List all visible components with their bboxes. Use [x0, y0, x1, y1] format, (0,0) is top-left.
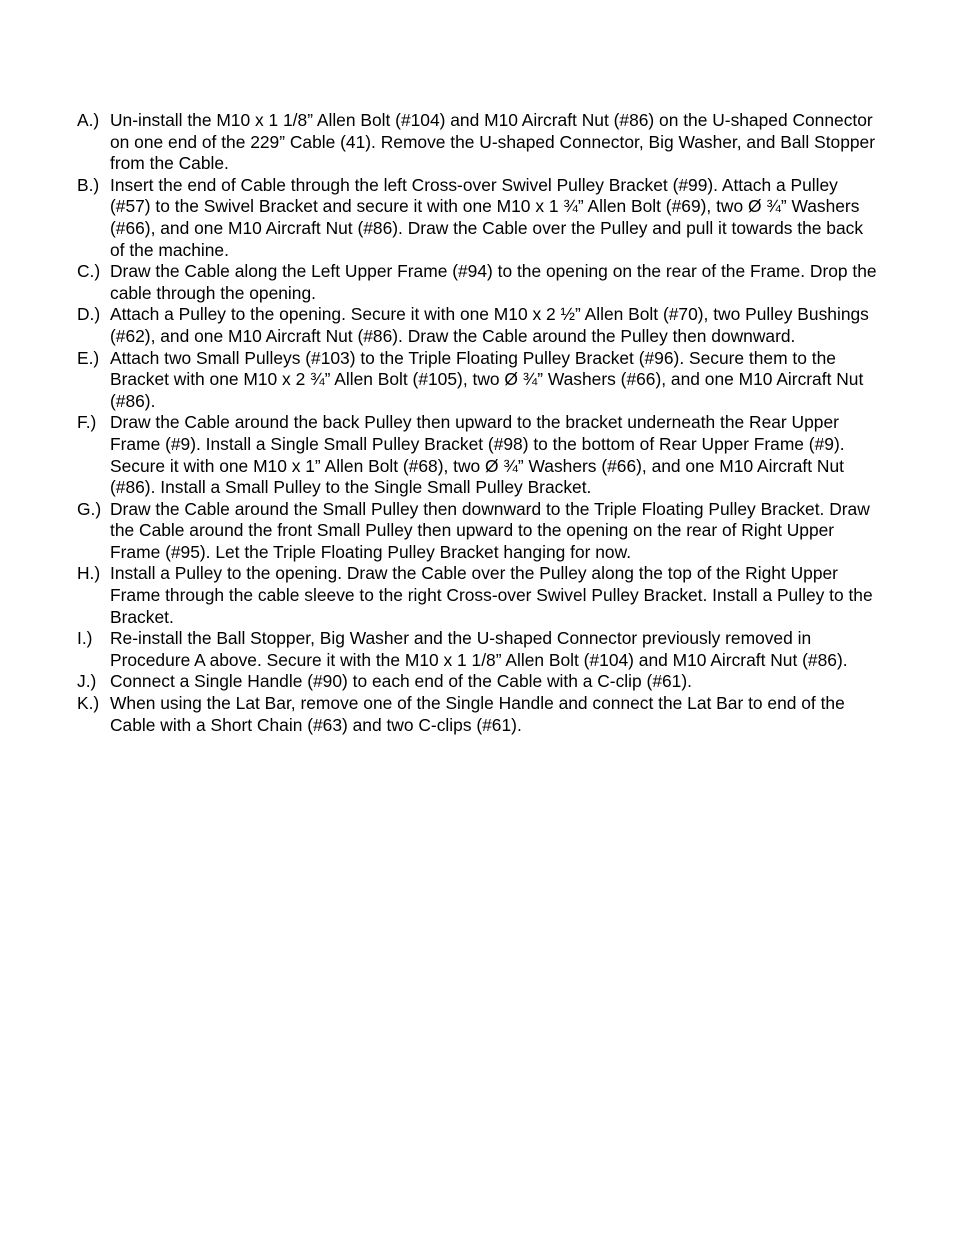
step-item-k	[77, 693, 877, 736]
assembly-steps-list	[77, 110, 877, 736]
step-text: Un-install the M10 x 1 1/8” Allen Bolt (#104) and M10 Aircraft Nut (#86) on the U-shaped Connector on one end of the 229” Cable (41). Remove the U-shaped Connector, Big Washer, and Ball Stopper from the Cable.	[110, 110, 876, 174]
step-text: Connect a Single Handle (#90) to each end of the Cable with a C-clip (#61).	[110, 671, 692, 692]
step-label: C.)	[77, 261, 101, 282]
step-item-j	[77, 671, 877, 693]
step-item-i	[77, 628, 877, 671]
step-label: B.)	[77, 174, 100, 195]
step-label: H.)	[77, 563, 101, 584]
step-item-e	[77, 348, 877, 413]
step-text: Draw the Cable around the back Pulley then upward to the bracket underneath the Rear Upper Frame (#9). Install a Single Small Pulley Bracket (#98) to the bottom of Rear Upper Frame (#9). Secure it with one M10 x 1” Allen Bolt (#68), two Ø ¾” Washers (#66), and one M10 Aircraft Nut (#86). Install a Small Pulley to the Single Small Pulley Bracket.	[110, 412, 845, 498]
step-text: Install a Pulley to the opening. Draw the Cable over the Pulley along the top of the Right Upper Frame through the cable sleeve to the right Cross-over Swivel Pulley Bracket. Install a Pulley to the Bracket.	[110, 563, 873, 627]
step-label: D.)	[77, 304, 101, 325]
step-text: Re-install the Ball Stopper, Big Washer and the U-shaped Connector previously removed in Procedure A above. Secure it with the M10 x 1 1/8” Allen Bolt (#104) and M10 Aircraft Nut (#86).	[110, 628, 848, 670]
step-text: Insert the end of Cable through the left Cross-over Swivel Pulley Bracket (#99). Attach a Pulley (#57) to the Swivel Bracket and secure it with one M10 x 1 ¾” Allen Bolt (#69), two Ø ¾” Washers (#66), and one M10 Aircraft Nut (#86). Draw the Cable over the Pulley and pull it towards the back of the machine.	[110, 174, 864, 260]
step-text: Attach a Pulley to the opening. Secure it with one M10 x 2 ½” Allen Bolt (#70), two Pulley Bushings (#62), and one M10 Aircraft Nut (#86). Draw the Cable around the Pulley then downward.	[110, 304, 869, 346]
step-label: A.)	[77, 110, 100, 130]
step-item-g	[77, 499, 877, 564]
step-item-d	[77, 304, 877, 347]
step-text: Attach two Small Pulleys (#103) to the Triple Floating Pulley Bracket (#96). Secure them to the Bracket with one M10 x 2 ¾” Allen Bolt (#105), two Ø ¾” Washers (#66), and one M10 Aircraft Nut (#86).	[110, 347, 864, 411]
step-item-b	[77, 175, 877, 261]
step-label: E.)	[77, 347, 100, 368]
step-item-a	[77, 110, 877, 175]
step-label: F.)	[77, 412, 97, 433]
step-item-f	[77, 412, 877, 498]
step-text: Draw the Cable around the Small Pulley then downward to the Triple Floating Pulley Bracket. Draw the Cable around the front Small Pulley then upward to the opening on the rear of Right Upper Frame (#95). Let the Triple Floating Pulley Bracket hanging for now.	[110, 498, 870, 562]
step-label: J.)	[77, 671, 97, 692]
step-label: K.)	[77, 693, 100, 714]
step-text: When using the Lat Bar, remove one of the Single Handle and connect the Lat Bar to end of the Cable with a Short Chain (#63) and two C-clips (#61).	[110, 693, 845, 735]
step-label: I.)	[77, 628, 93, 649]
step-text: Draw the Cable along the Left Upper Frame (#94) to the opening on the rear of the Frame. Drop the cable through the opening.	[110, 261, 877, 303]
step-item-h	[77, 563, 877, 628]
step-item-c	[77, 261, 877, 304]
step-label: G.)	[77, 498, 102, 519]
